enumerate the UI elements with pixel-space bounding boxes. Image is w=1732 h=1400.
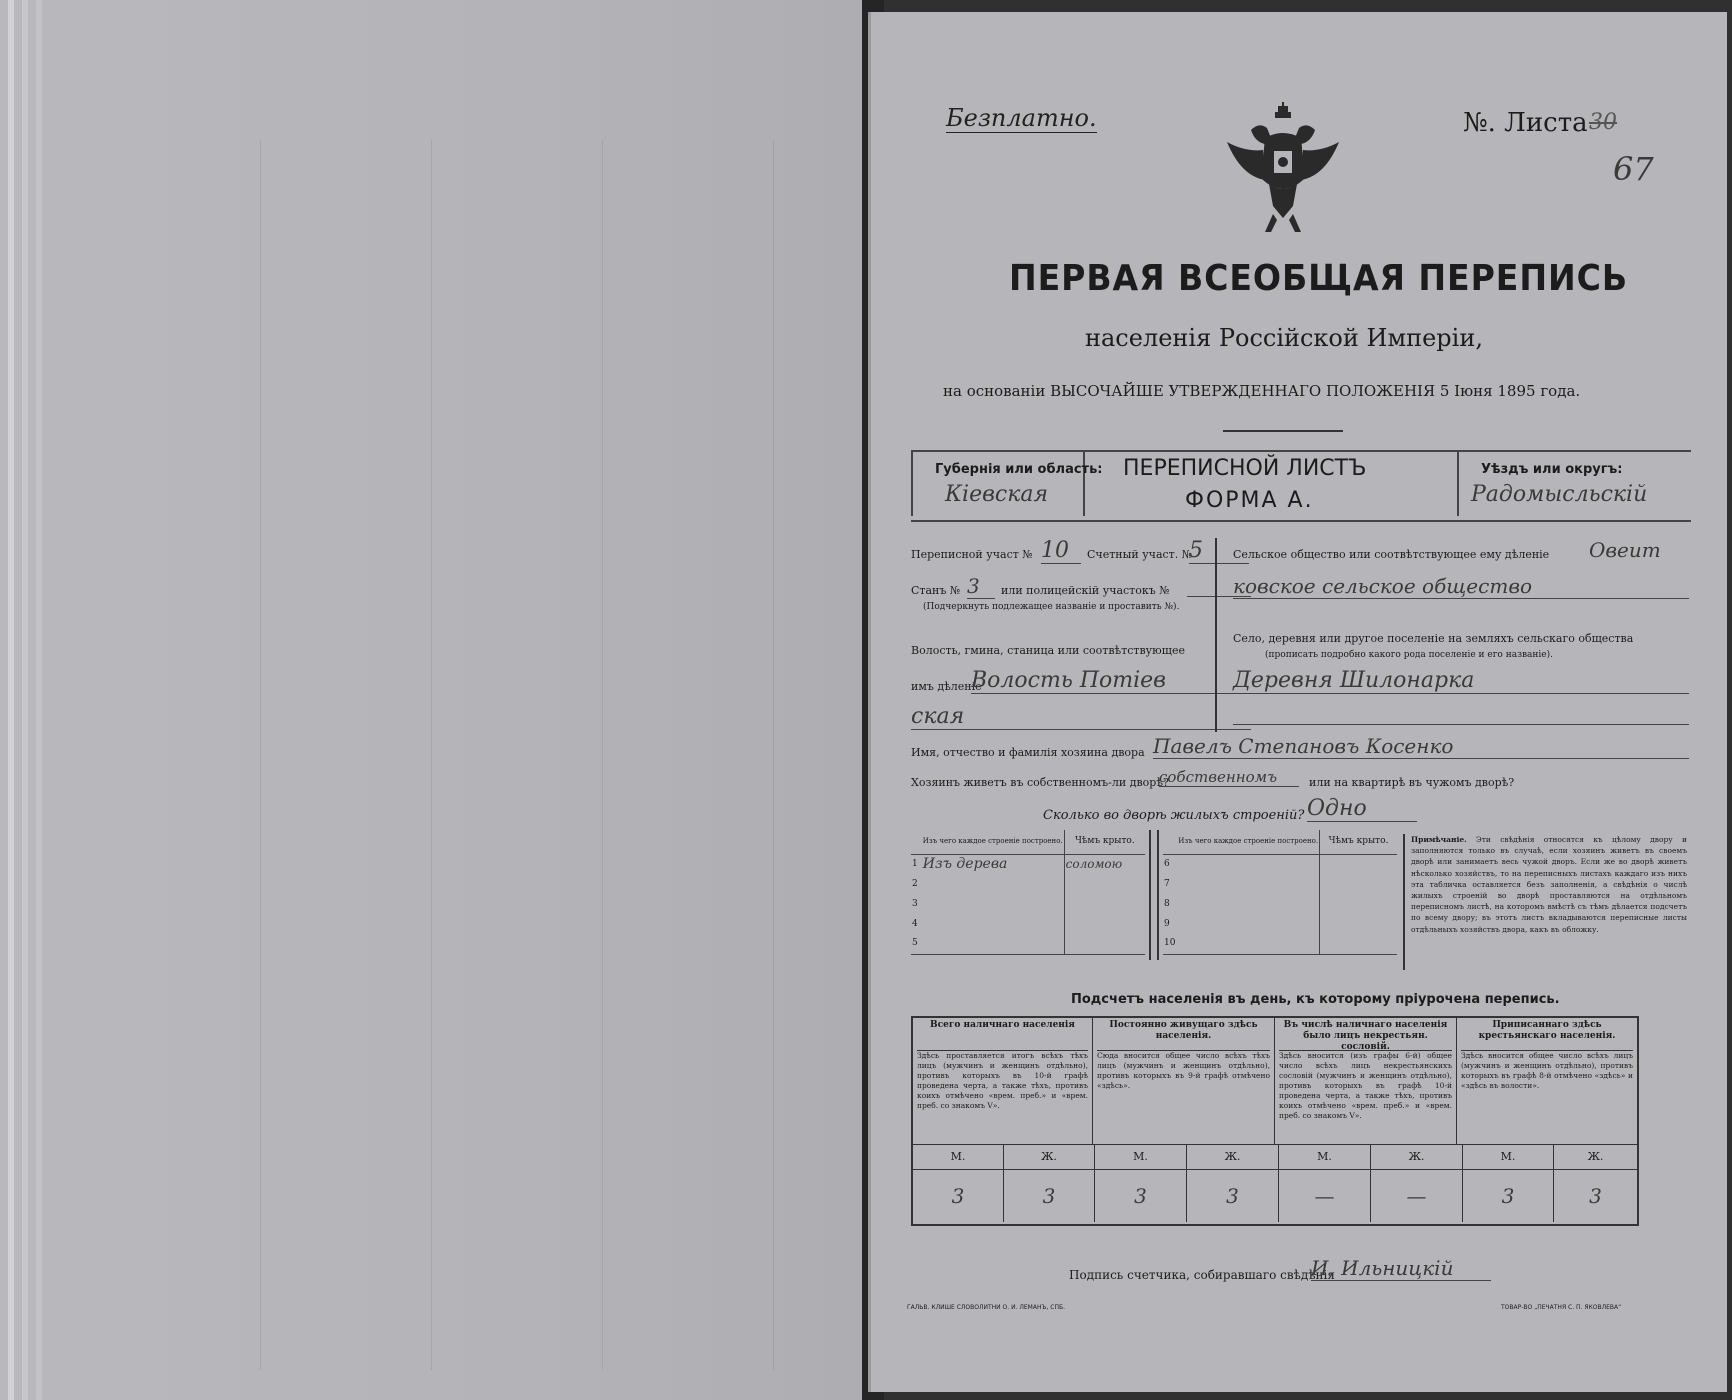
male-header: М.: [1095, 1145, 1187, 1169]
female-header: Ж.: [1371, 1145, 1463, 1169]
row-number: 2: [912, 878, 918, 889]
col-material-header: Изъ чего каждое строеніе построено.: [922, 837, 1063, 846]
printer-imprint-left: ГАЛЬВ. КЛИШЕ СЛОВОЛИТНИ О. И. ЛЕМАНЪ, СПБ.: [907, 1304, 1066, 1311]
sheet-number-label: №. Листа: [1463, 108, 1588, 138]
column-divider: [1215, 538, 1217, 732]
population-count-table: [911, 1016, 1639, 1226]
page-edge: [36, 0, 42, 1400]
counting-area-label: Счетный участ. №: [1087, 548, 1193, 561]
buildings-label: Сколько во дворѣ жилыхъ строеній?: [1043, 808, 1305, 823]
owner-lives-label: Хозяинъ живетъ въ собственномъ-ли дворѣ?: [911, 776, 1169, 789]
female-count: —: [1371, 1170, 1463, 1222]
material-cell: [922, 914, 1064, 934]
census-subtitle: населенія Россійской Имперіи,: [1085, 324, 1483, 352]
female-count: 3: [1589, 1184, 1602, 1208]
district-value: Радомысльскій: [1471, 482, 1648, 507]
police-area-label: или полицейскій участокъ №: [1001, 584, 1170, 597]
row-number: 6: [1164, 858, 1170, 869]
form-title: ФОРМА А.: [1185, 488, 1314, 513]
village-line-2: [1233, 724, 1689, 725]
roof-cell: [1064, 934, 1145, 954]
row-number: 3: [912, 898, 918, 909]
page-edge: [8, 0, 14, 1400]
count-column: [1093, 1018, 1275, 1144]
row-number: 7: [1164, 878, 1170, 889]
row-number: 4: [912, 918, 918, 929]
row-number: 1: [912, 858, 918, 869]
male-header: М.: [1463, 1145, 1554, 1169]
material-cell: Изъ дерева: [922, 855, 1008, 872]
sheet-number-crossed: 30: [1589, 110, 1617, 135]
count-column-desc: Здѣсь вносится (изъ графы 6-й) общее число всѣхъ лицъ некрестьянскихъ сословій (мужчинъ и женщинъ отдѣльно), противъ которыхъ въ графѣ 10-й проведена черта, а также тѣхъ, противъ коихъ отмѣчено «врем. преб.» и «врем. преб. со знакомъ V».: [1279, 1051, 1452, 1120]
row-number: 8: [1164, 898, 1170, 909]
female-count: 3: [1004, 1170, 1095, 1222]
left-blank-page: [0, 0, 864, 1400]
female-header: Ж.: [1004, 1145, 1095, 1169]
owner-name-label: Имя, отчество и фамилія хозяина двора: [911, 746, 1145, 759]
underline-note: (Подчеркнуть подлежащее названіе и проставить №).: [923, 602, 1180, 612]
volost-label-2: имъ дѣленіе: [911, 680, 982, 693]
table-double-rule: [1149, 830, 1159, 960]
free-label: Безплатно.: [946, 104, 1097, 132]
count-column-desc: Здѣсь вносится общее число всѣхъ лицъ (мужчинъ и женщинъ отдѣльно), противъ которыхъ въ графѣ 8-й отмѣчено «здѣсь» и «здѣсь въ волости».: [1461, 1051, 1633, 1090]
page-edge: [22, 0, 28, 1400]
count-column-title: Въ числѣ наличнаго населенія было лицъ некрестьян. сословій.: [1279, 1020, 1452, 1051]
female-header: Ж.: [1187, 1145, 1279, 1169]
note-rule: [1403, 834, 1405, 970]
count-column-title: Приписаннаго здѣсь крестьянскаго населенія.: [1461, 1020, 1633, 1051]
counting-area-value: 5: [1189, 538, 1249, 564]
row-number: 5: [912, 938, 918, 949]
row-number: 10: [1164, 938, 1176, 949]
male-header: М.: [913, 1145, 1004, 1169]
material-cell: [922, 894, 1064, 914]
material-cell: [922, 874, 1064, 894]
sheet-title: ПЕРЕПИСНОЙ ЛИСТЪ: [1123, 456, 1367, 481]
male-count: —: [1279, 1170, 1371, 1222]
decorative-divider: [1223, 430, 1343, 432]
count-column: [913, 1018, 1093, 1144]
material-cell: [922, 934, 1064, 954]
roof-cell: [1064, 874, 1145, 894]
row-number: 9: [1164, 918, 1170, 929]
col-roof-header: Чѣмъ крыто.: [1064, 830, 1145, 854]
province-value: Кіевская: [945, 482, 1049, 507]
village-label: Село, деревня или другое поселеніе на земляхъ сельскаго общества: [1233, 632, 1634, 645]
sheet-number-value: 67: [1613, 150, 1654, 188]
bleed-through-grid: [90, 140, 850, 1370]
village-value: Деревня Шилонарка: [1233, 668, 1689, 694]
census-form-page: [868, 12, 1727, 1392]
count-column: [1275, 1018, 1457, 1144]
roof-cell: [1064, 894, 1145, 914]
census-title: ПЕРВАЯ ВСЕОБЩАЯ ПЕРЕПИСЬ: [1009, 258, 1628, 299]
village-note: (прописать подробно какого рода поселеніе и его названіе).: [1265, 650, 1553, 660]
col-material-header: Изъ чего каждое строеніе построено.: [1178, 837, 1319, 846]
volost-value: Волость Потіев: [971, 668, 1251, 694]
buildings-table-right: [1163, 830, 1397, 955]
male-count: 3: [1463, 1170, 1554, 1222]
male-header: М.: [1279, 1145, 1371, 1169]
signature-label: Подпись счетчика, собиравшаго свѣдѣнія: [1069, 1268, 1335, 1282]
stan-value: 3: [967, 574, 995, 599]
signature-value: И. Ильницкій: [1311, 1256, 1491, 1281]
census-area-value: 10: [1041, 538, 1081, 564]
count-column-title: Всего наличнаго населенія: [917, 1020, 1088, 1051]
stan-label: Станъ №: [911, 584, 961, 597]
district-label: Уѣздъ или округъ:: [1481, 462, 1623, 477]
roof-cell: соломою: [1064, 854, 1145, 874]
note-block: [1411, 834, 1687, 935]
imperial-eagle-emblem: [1223, 102, 1343, 242]
society-value-2: ковское сельское общество: [1233, 574, 1689, 599]
note-text: Эти свѣдѣнія относятся къ цѣлому двору и заполняются только въ случаѣ, если хозяинъ живетъ въ своемъ дворѣ или занимаетъ весь чужой дворъ. Если же во дворѣ живетъ нѣсколько хозяйствъ, то на переписныхъ листахъ каждаго изъ нихъ эта табличка оставляется безъ заполненія, а свѣдѣнія о числѣ жилыхъ строеній во дворѣ проставляются на отдѣльномъ переписномъ листѣ, на которомъ вмѣстѣ съ тѣмъ дѣлается подсчетъ по всему двору; въ этотъ листъ вкладываются переписные листы отдѣльныхъ хозяйствъ двора, какъ въ обложку.: [1411, 835, 1687, 934]
col-roof-header: Чѣмъ крыто.: [1320, 830, 1397, 854]
society-label: Сельское общество или соотвѣтствующее ему дѣленіе: [1233, 548, 1550, 561]
volost-value-2: ская: [911, 704, 1251, 730]
count-column: [1457, 1018, 1637, 1144]
count-column-desc: Сюда вносится общее число всѣхъ тѣхъ лицъ (мужчинъ и женщинъ отдѣльно), противъ которыхъ въ 9-й графѣ отмѣчено «здѣсь».: [1097, 1051, 1270, 1090]
female-count: 3: [1187, 1170, 1279, 1222]
owner-lives-value: собственномъ: [1159, 768, 1299, 787]
owner-lives-label-2: или на квартирѣ въ чужомъ дворѣ?: [1309, 776, 1515, 789]
province-label: Губернія или область:: [935, 462, 1103, 477]
census-area-label: Переписной участ №: [911, 548, 1033, 561]
volost-label: Волость, гмина, станица или соотвѣтствующее: [911, 644, 1185, 657]
count-heading: Подсчетъ населенія въ день, къ которому пріурочена перепись.: [1071, 992, 1560, 1007]
count-column-title: Постоянно живущаго здѣсь населенія.: [1097, 1020, 1270, 1051]
roof-cell: [1064, 914, 1145, 934]
female-header: Ж.: [1587, 1150, 1604, 1163]
buildings-value: Одно: [1307, 796, 1417, 822]
owner-name-value: Павелъ Степановъ Косенко: [1153, 734, 1689, 759]
male-count: 3: [913, 1170, 1004, 1222]
male-count: 3: [1095, 1170, 1187, 1222]
census-basis: на основаніи ВЫСОЧАЙШЕ УТВЕРЖДЕННАГО ПОЛОЖЕНІЯ 5 Іюня 1895 года.: [943, 382, 1581, 400]
count-column-desc: Здѣсь проставляется итогъ всѣхъ тѣхъ лицъ (мужчинъ и женщинъ отдѣльно), противъ которыхъ въ 10-й графѣ проведена черта, а также тѣхъ, противъ коихъ отмѣчено «врем. преб.» и «врем. преб. со знакомъ V».: [917, 1051, 1088, 1110]
printer-imprint-right: ТОВАР-ВО „ПЕЧАТНЯ С. П. ЯКОВЛЕВА“: [1501, 1304, 1622, 1311]
buildings-table-left: [911, 830, 1145, 955]
society-value: Овеит: [1589, 538, 1661, 562]
note-title: Примѣчаніе.: [1411, 835, 1467, 844]
buildings-table: [911, 830, 1397, 960]
